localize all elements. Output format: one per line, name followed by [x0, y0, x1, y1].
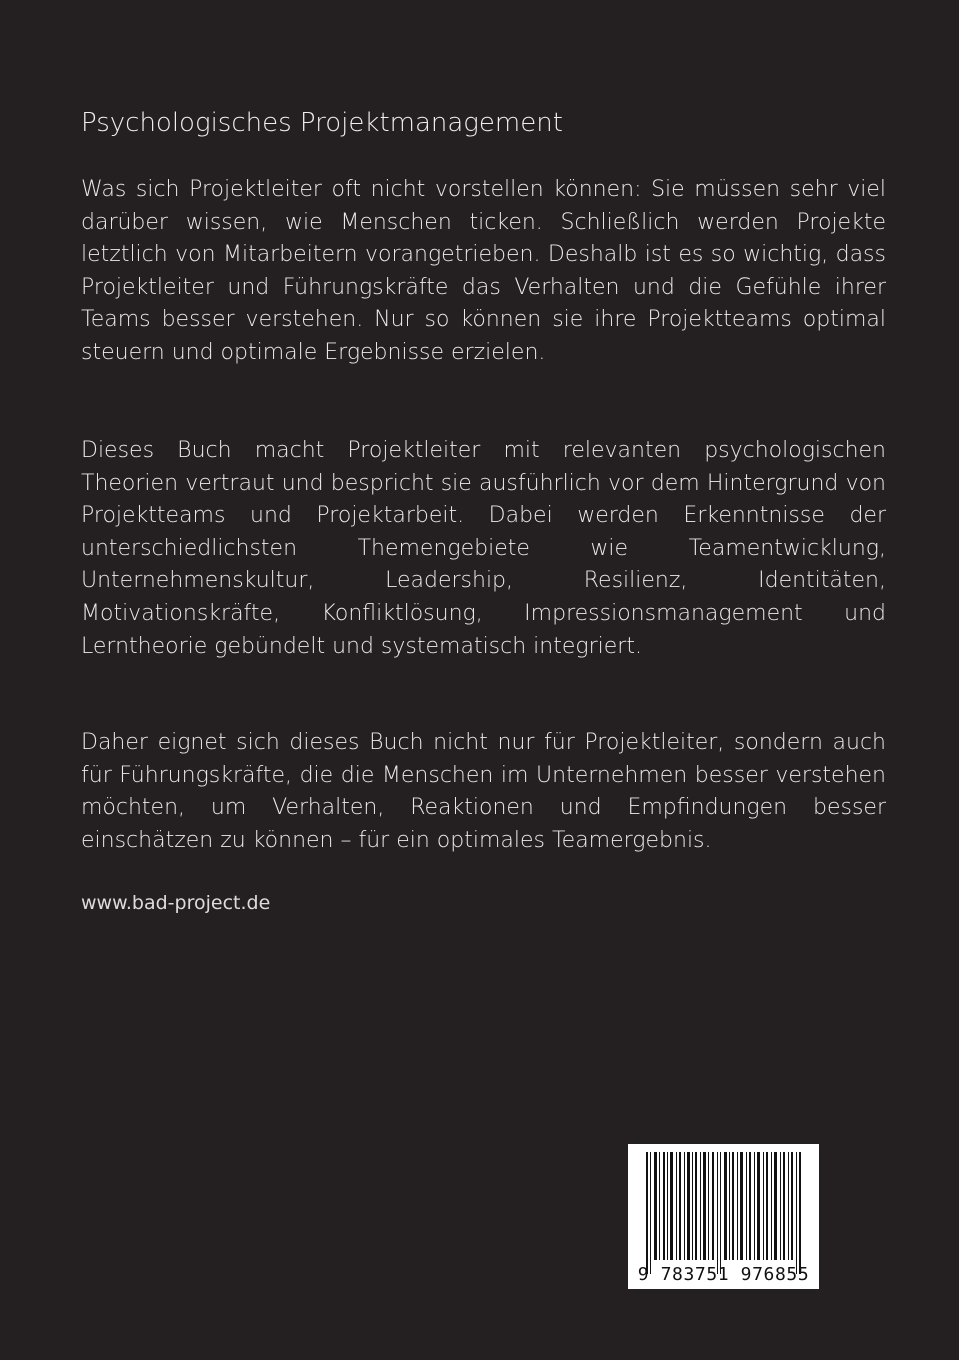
book-title: Psychologisches Projektmanagement [81, 108, 563, 138]
isbn-number: 9 783751 976855 [637, 1264, 810, 1285]
description-paragraph-2: Dieses Buch macht Projektleiter mit relevanten psychologischen Theorien vertraut und bespricht sie ausführlich vor dem Hintergrund von Projektteams und Projektarbeit. Dabei werden Erkenntnisse der unterschiedlichsten Themengebiete wie Teamentwicklung, Unternehmenskultur, Leadership, Resilienz, Identitäten, Motivationskräfte, Konfliktlösung, Impressionsmanagement und Lerntheorie gebündelt und systematisch integriert. [81, 438, 886, 659]
description-paragraph-3: Daher eignet sich dieses Buch nicht nur für Projektleiter, sondern auch für Führungskräfte, die die Menschen im Unternehmen besser verstehen möchten, um Verhalten, Reaktionen und Empfindungen besser einschätzen zu können – für ein optimales Teamergebnis. [81, 730, 886, 853]
isbn-barcode [628, 1144, 819, 1289]
description-paragraph-1: Was sich Projektleiter oft nicht vorstellen können: Sie müssen sehr viel darüber wissen, wie Menschen ticken. Schließlich werden Projekte letztlich von Mitarbeitern vorangetrieben. Deshalb ist es so wichtig, dass Projektleiter und Führungskräfte das Verhalten und die Gefühle ihrer Teams besser verstehen. Nur so können sie ihre Projektteams optimal steuern und optimale Ergebnisse erzielen. [81, 177, 886, 365]
website-text: www.bad-project.de [81, 892, 271, 914]
